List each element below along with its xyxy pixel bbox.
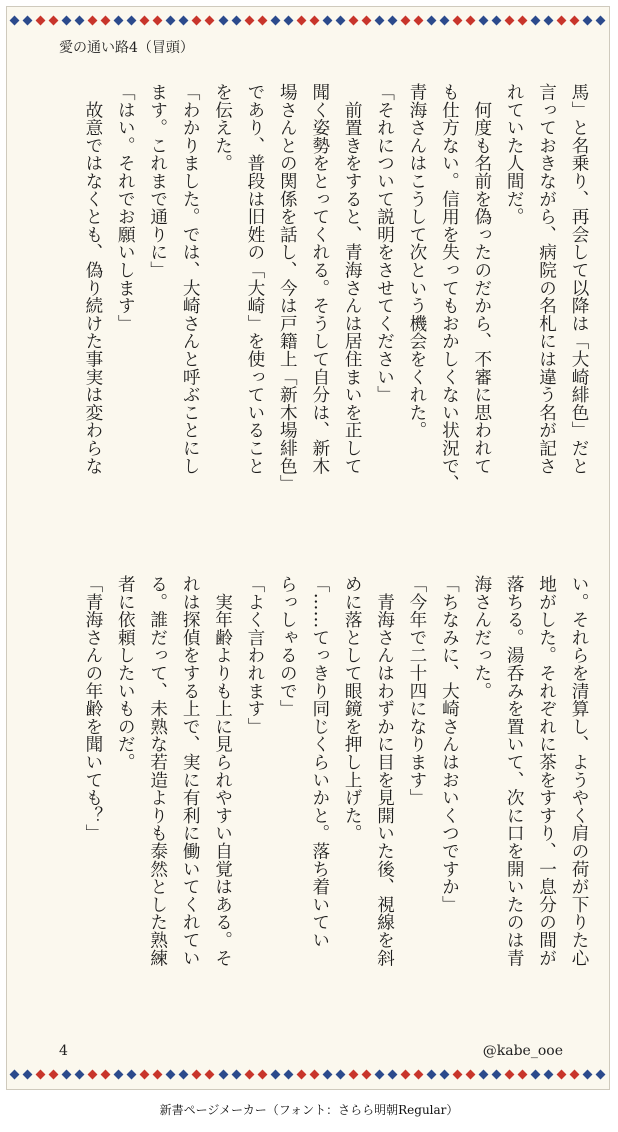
diamond-ornament — [218, 1069, 228, 1079]
text-line: れていた人間だ。 — [504, 83, 525, 226]
diamond-ornament — [518, 15, 528, 25]
diamond-ornament — [88, 15, 98, 25]
diamond-ornament — [387, 15, 397, 25]
diamond-ornament — [49, 1069, 59, 1079]
diamond-ornament — [114, 1069, 124, 1079]
diamond-ornament — [531, 15, 541, 25]
diamond-ornament — [400, 15, 410, 25]
diamond-ornament — [153, 15, 163, 25]
text-line: 場さんとの関係を話し、今は戸籍上「新木場緋色」 — [277, 83, 298, 493]
diamond-ornament — [101, 1069, 111, 1079]
diamond-ornament — [36, 15, 46, 25]
text-line: 聞く姿勢をとってくれる。そうして自分は、新木 — [309, 83, 330, 475]
text-line: らっしゃるので」 — [277, 575, 298, 718]
diamond-ornament — [414, 15, 424, 25]
diamond-ornament — [596, 1069, 606, 1079]
diamond-ornament — [166, 15, 176, 25]
diamond-ornament — [492, 1069, 502, 1079]
diamond-ornament — [596, 15, 606, 25]
text-line: い。それらを清算し、ようやく肩の荷が下りた心 — [569, 575, 589, 967]
diamond-ornament — [544, 1069, 554, 1079]
diamond-ornament — [75, 15, 85, 25]
diamond-ornament — [322, 1069, 332, 1079]
diamond-ornament — [400, 1069, 410, 1079]
diamond-ornament — [205, 15, 215, 25]
diamond-ornament — [492, 15, 502, 25]
text-line: 「はい。それでお願いします」 — [115, 83, 136, 333]
diamond-ornament — [179, 1069, 189, 1079]
diamond-ornament — [244, 1069, 254, 1079]
diamond-ornament — [361, 15, 371, 25]
diamond-ornament — [270, 1069, 280, 1079]
page-number: 4 — [59, 1043, 68, 1059]
diamond-ornament — [192, 15, 202, 25]
diamond-ornament — [518, 1069, 528, 1079]
generator-credit: 新書ページメーカー（フォント：さらら明朝Regular） — [159, 1103, 459, 1117]
text-line: も仕方ない。信用を失ってもおかしくない状況で、 — [439, 83, 460, 493]
text-line: めに落として眼鏡を押し上げた。 — [342, 575, 363, 842]
diamond-ornament — [309, 15, 319, 25]
diamond-ornament — [505, 1069, 515, 1079]
diamond-ornament — [10, 1069, 20, 1079]
diamond-ornament — [231, 1069, 241, 1079]
diamond-ornament — [127, 1069, 137, 1079]
diamond-ornament — [205, 1069, 215, 1079]
diamond-ornament — [296, 1069, 306, 1079]
diamond-ornament — [114, 15, 124, 25]
diamond-ornament — [583, 1069, 593, 1079]
diamond-ornament — [479, 15, 489, 25]
diamond-ornament — [453, 1069, 463, 1079]
text-line: 海さんだった。 — [471, 575, 492, 700]
diamond-ornament — [427, 1069, 437, 1079]
text-line: であり、普段は旧姓の「大崎」を使っていること — [244, 83, 265, 475]
diamond-ornament — [101, 15, 111, 25]
text-line: を伝えた。 — [212, 83, 233, 172]
text-line: 前置きをすると、青海さんは居住まいを正して — [342, 83, 363, 475]
diamond-ornament — [374, 1069, 384, 1079]
diamond-ornament — [244, 15, 254, 25]
diamond-ornament — [570, 15, 580, 25]
diamond-ornament — [466, 15, 476, 25]
diamond-ornament — [218, 15, 228, 25]
diamond-ornament — [23, 15, 33, 25]
diamond-ornament — [322, 15, 332, 25]
text-line: 「それについて説明をさせてください」 — [374, 83, 395, 404]
text-line: 青海さんはこうして次という機会をくれた。 — [406, 83, 427, 439]
diamond-ornament — [348, 15, 358, 25]
diamond-ornament — [283, 15, 293, 25]
text-line: 「ちなみに、大崎さんはおいくつですか」 — [439, 575, 460, 914]
text-line: ます。これまで通りに」 — [147, 83, 168, 279]
diamond-ornament — [88, 1069, 98, 1079]
text-line: 実年齢よりも上に見られやすい自覚はある。そ — [212, 575, 233, 967]
diamond-ornament — [270, 15, 280, 25]
book-page — [6, 6, 610, 1090]
diamond-ornament — [309, 1069, 319, 1079]
text-line: 地がした。それぞれに茶をすすり、一息分の間が — [536, 575, 557, 967]
text-column-lower — [47, 575, 595, 1015]
text-line: 「……てっきり同じくらいかと。落ち着いてい — [309, 575, 330, 949]
diamond-ornament — [296, 15, 306, 25]
diamond-ornament — [231, 15, 241, 25]
diamond-ornament — [505, 15, 515, 25]
text-line: 「よく言われます」 — [244, 575, 265, 736]
text-body — [47, 83, 595, 1023]
diamond-ornament — [557, 15, 567, 25]
diamond-ornament — [140, 15, 150, 25]
diamond-ornament — [440, 15, 450, 25]
text-column-upper — [47, 83, 595, 523]
diamond-ornament — [531, 1069, 541, 1079]
diamond-ornament — [570, 1069, 580, 1079]
diamond-ornament — [440, 1069, 450, 1079]
text-line: 者に依頼したいものだ。 — [115, 575, 136, 771]
text-line: 「今年で二十四になります」 — [406, 575, 427, 807]
text-line: 「わかりました。では、大崎さんと呼ぶことにし — [180, 83, 201, 475]
text-line: 故意ではなくとも、偽り続けた事実は変わらな — [82, 83, 103, 475]
diamond-ornament — [361, 1069, 371, 1079]
diamond-ornament — [62, 15, 72, 25]
diamond-ornament — [179, 15, 189, 25]
diamond-ornament — [427, 15, 437, 25]
diamond-ornament — [192, 1069, 202, 1079]
diamond-ornament — [335, 1069, 345, 1079]
diamond-ornament — [374, 15, 384, 25]
text-line: 何度も名前を偽ったのだから、不審に思われて — [471, 83, 492, 475]
diamond-ornament — [166, 1069, 176, 1079]
diamond-ornament — [466, 1069, 476, 1079]
diamond-ornament — [10, 15, 20, 25]
diamond-ornament — [153, 1069, 163, 1079]
bottom-diamond-border — [11, 1067, 605, 1081]
diamond-ornament — [49, 15, 59, 25]
text-line: 「青海さんの年齢を聞いても？」 — [82, 575, 103, 842]
page-header-title: 愛の通い路4（冒頭） — [59, 40, 194, 56]
diamond-ornament — [335, 15, 345, 25]
diamond-ornament — [140, 1069, 150, 1079]
diamond-ornament — [453, 15, 463, 25]
diamond-ornament — [62, 1069, 72, 1079]
text-line: 落ちる。湯呑みを置いて、次に口を開いたのは青 — [504, 575, 525, 967]
diamond-ornament — [414, 1069, 424, 1079]
diamond-ornament — [583, 15, 593, 25]
author-handle: @kabe_ooe — [482, 1043, 563, 1059]
top-diamond-border — [11, 13, 605, 27]
text-line: 言っておきながら、病院の名札には違う名が記さ — [536, 83, 557, 475]
text-line: 青海さんはわずかに目を見開いた後、視線を斜 — [374, 575, 395, 967]
diamond-ornament — [283, 1069, 293, 1079]
diamond-ornament — [36, 1069, 46, 1079]
diamond-ornament — [544, 15, 554, 25]
text-line: れは探偵をする上で、実に有利に働いてくれてい — [180, 575, 201, 967]
diamond-ornament — [557, 1069, 567, 1079]
diamond-ornament — [75, 1069, 85, 1079]
diamond-ornament — [23, 1069, 33, 1079]
diamond-ornament — [387, 1069, 397, 1079]
diamond-ornament — [127, 15, 137, 25]
diamond-ornament — [348, 1069, 358, 1079]
diamond-ornament — [479, 1069, 489, 1079]
text-line: る。誰だって、未熟な若造よりも泰然とした熟練 — [147, 575, 168, 967]
diamond-ornament — [257, 1069, 267, 1079]
diamond-ornament — [257, 15, 267, 25]
text-line: 馬」と名乗り、再会して以降は「大崎緋色」だと — [569, 83, 589, 475]
